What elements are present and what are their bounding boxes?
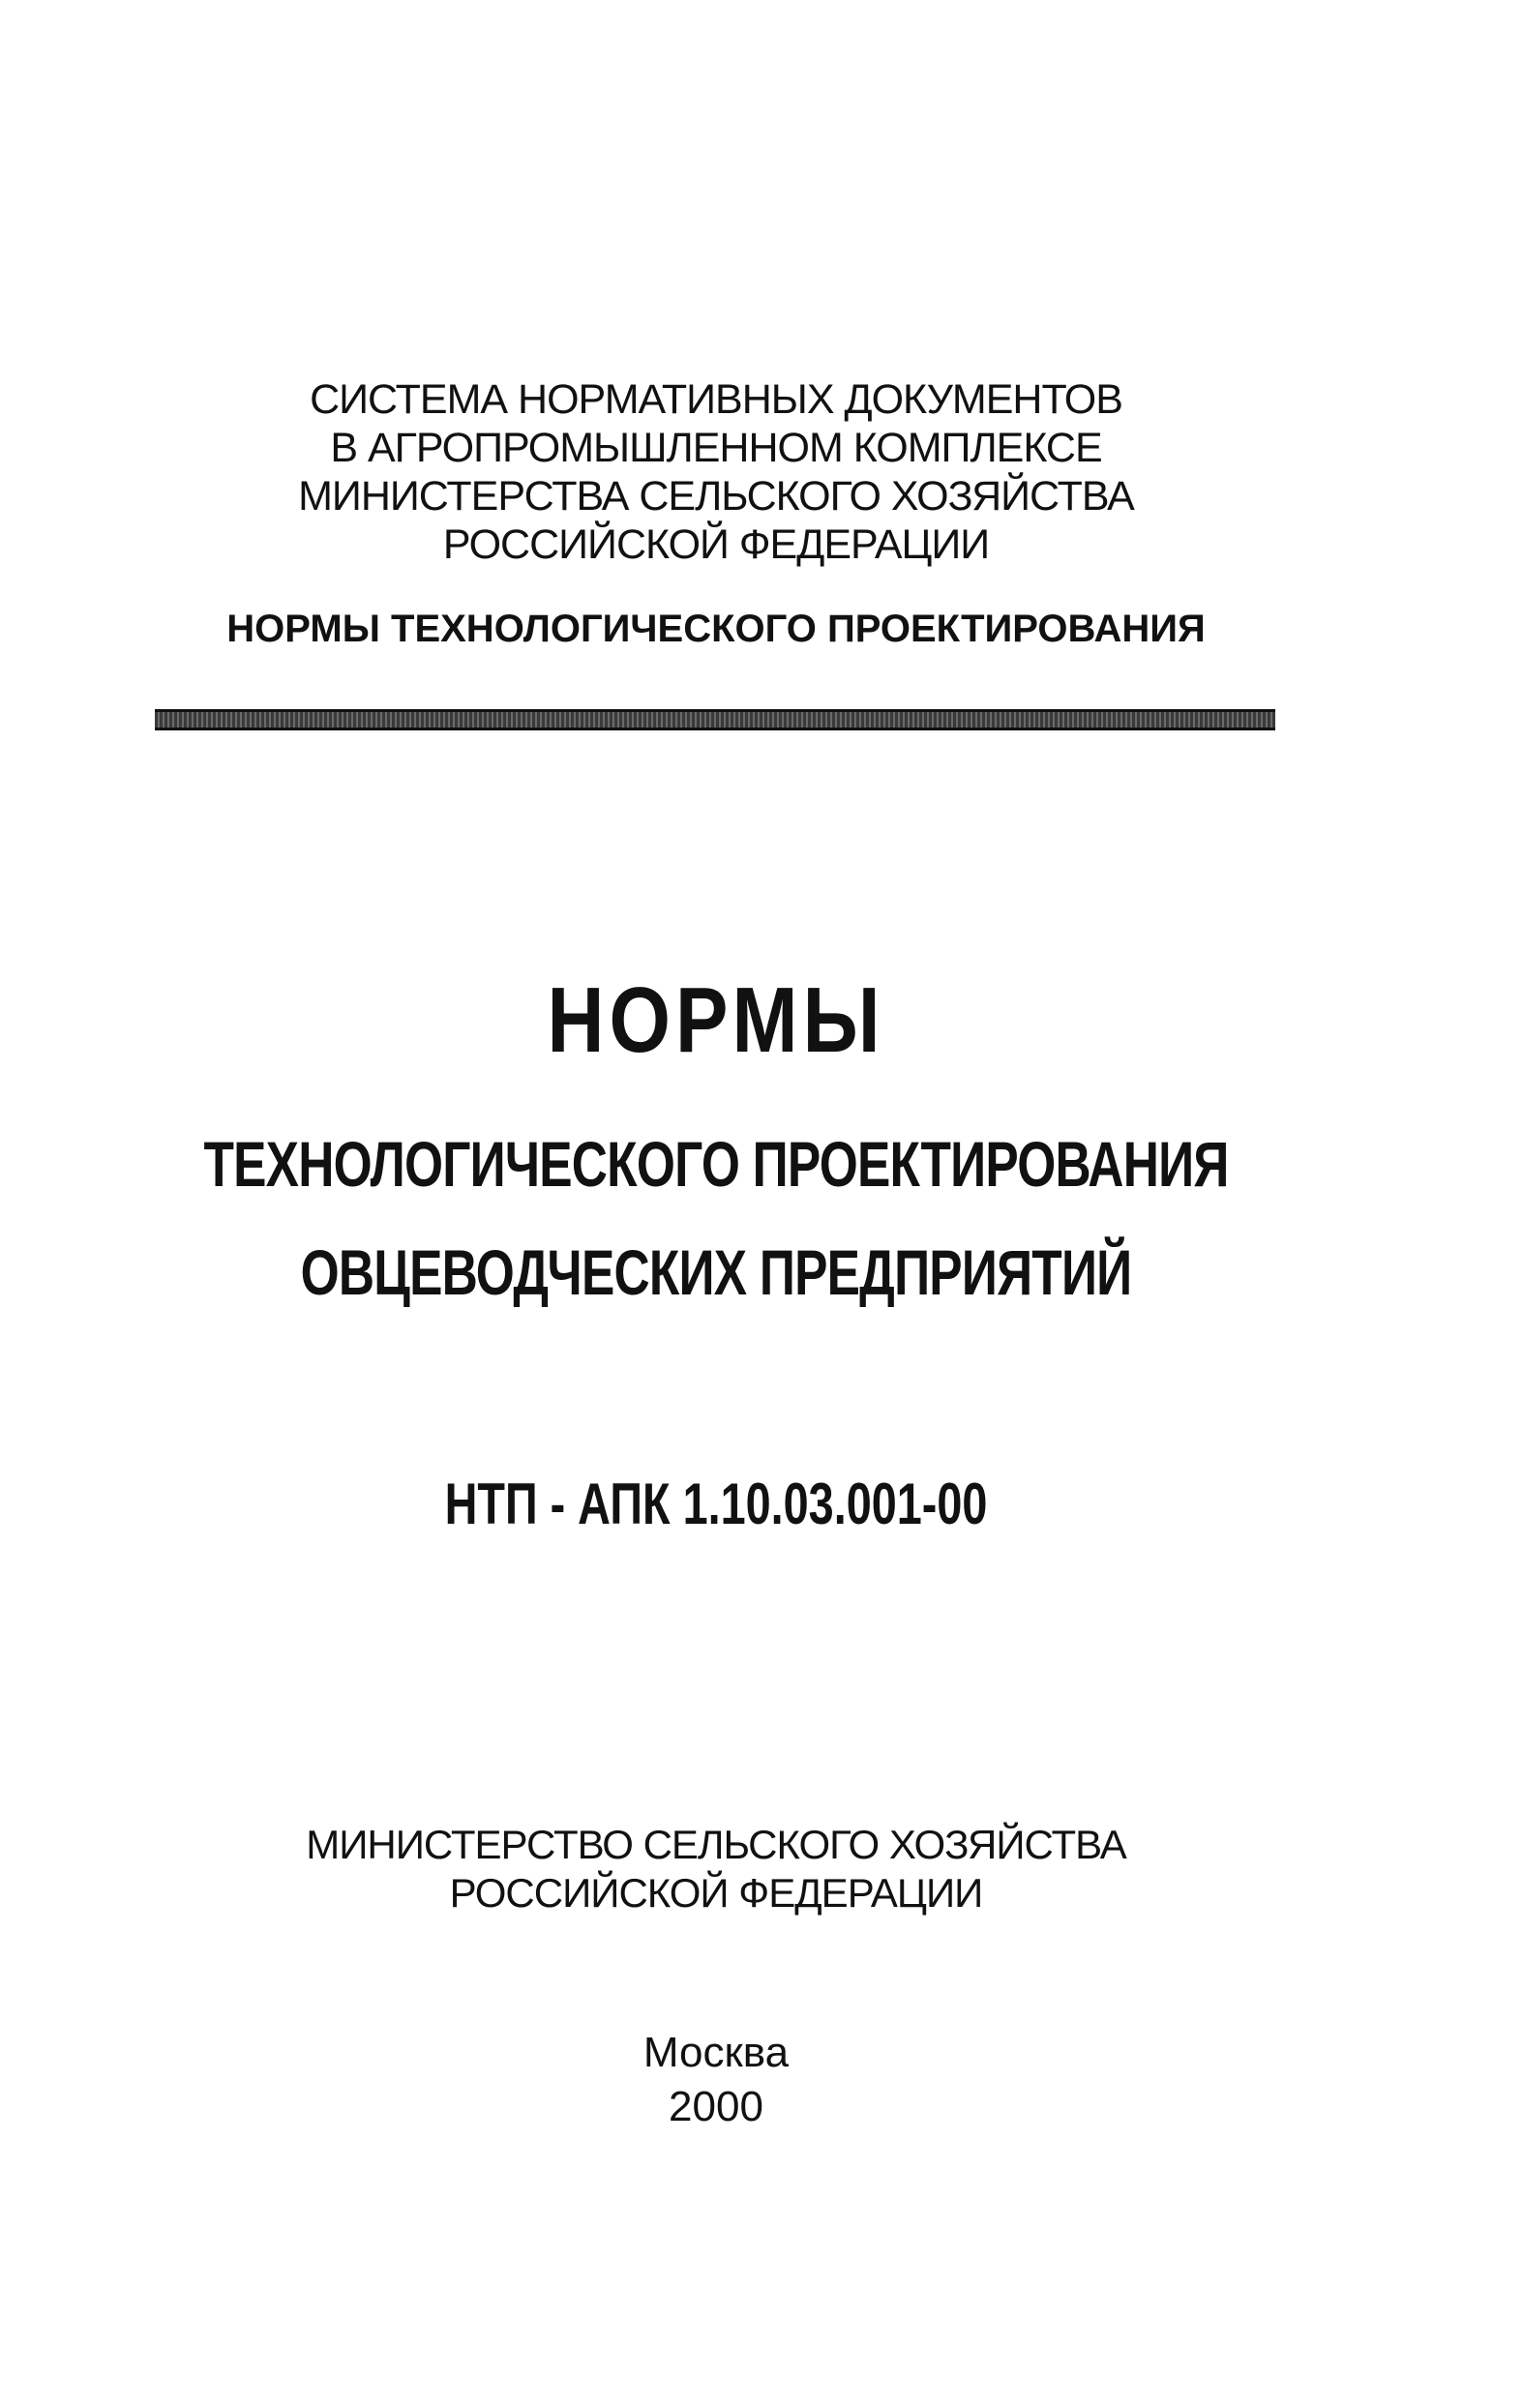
publisher [0, 1821, 1432, 1917]
publisher-line: РОССИЙСКОЙ ФЕДЕРАЦИИ [449, 1870, 983, 1916]
header-line: РОССИЙСКОЙ ФЕДЕРАЦИИ [442, 521, 990, 568]
publication-city: Москва [642, 2029, 790, 2076]
decorative-divider [155, 709, 1275, 730]
document-code: НТП - АПК 1.10.03.001-00 [444, 1472, 988, 1536]
document-title-line-2: ОВЦЕВОДЧЕСКИХ ПРЕДПРИЯТИЙ [300, 1236, 1132, 1308]
header-system-title [0, 375, 1432, 569]
document-title-main: НОРМЫ [547, 968, 885, 1072]
header-line: СИСТЕМА НОРМАТИВНЫХ ДОКУМЕНТОВ [310, 376, 1122, 423]
publication-year: 2000 [669, 2083, 763, 2130]
document-title-line-1: ТЕХНОЛОГИЧЕСКОГО ПРОЕКТИРОВАНИЯ [203, 1128, 1229, 1200]
header-line: МИНИСТЕРСТВА СЕЛЬСКОГО ХОЗЯЙСТВА [298, 473, 1134, 520]
header-line: В АГРОПРОМЫШЛЕННОМ КОМПЛЕКСЕ [330, 425, 1102, 471]
publisher-line: МИНИСТЕРСТВО СЕЛЬСКОГО ХОЗЯЙСТВА [306, 1822, 1126, 1867]
document-category: НОРМЫ ТЕХНОЛОГИЧЕСКОГО ПРОЕКТИРОВАНИЯ [226, 608, 1206, 650]
publication-place-year [0, 2026, 1432, 2134]
